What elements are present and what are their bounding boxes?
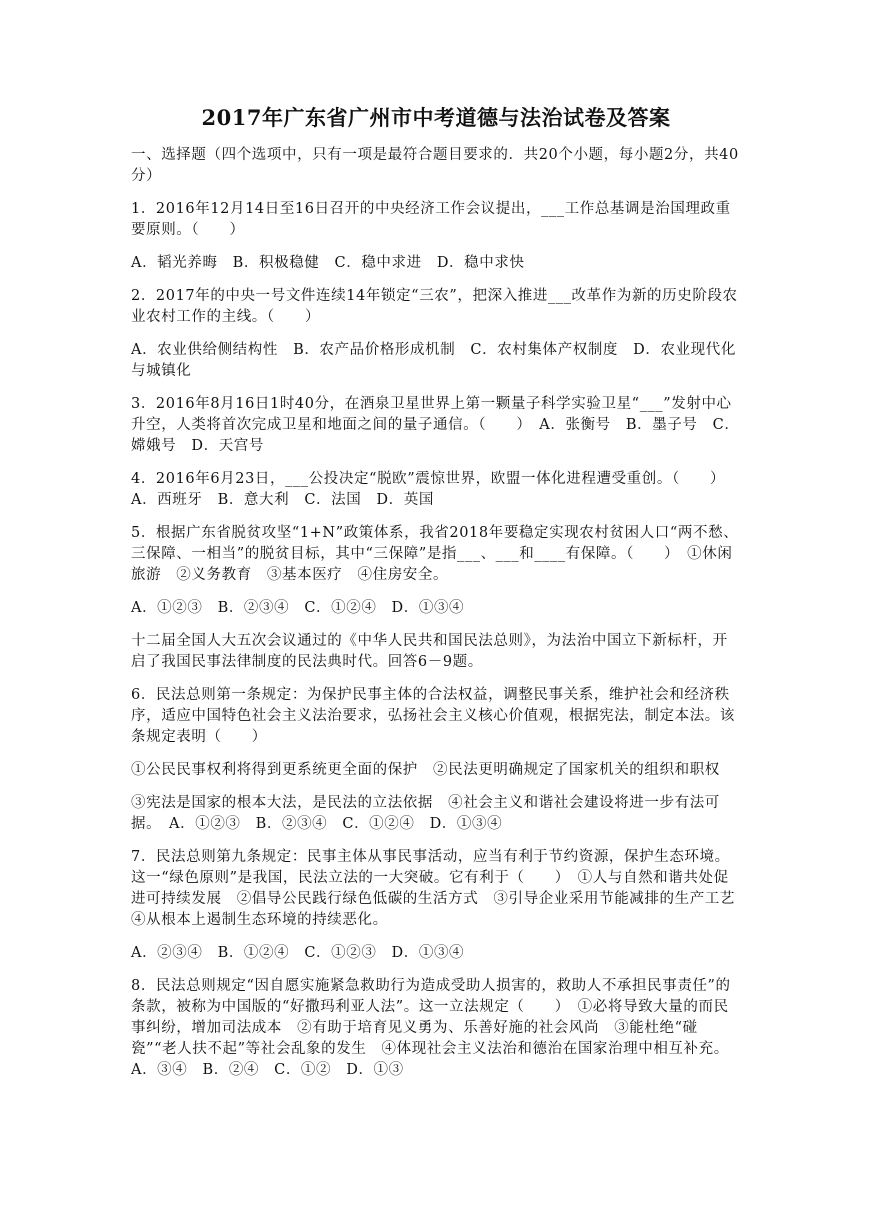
exam-page <box>131 103 751 1093</box>
question-7-options: A．②③④ B．①②④ C．①②③ D．①③④ <box>131 945 465 961</box>
question-6-statements-b: ③宪法是国家的根本大法，是民法的立法依据 ④社会主义和谐社会建设将进一步有法可据。 A．①②③ B．②③④ C．①②④ D．①③④ <box>131 795 720 832</box>
question-2-options: A．农业供给侧结构性 B．农产品价格形成机制 C．农村集体产权制度 D．农业现代化与城镇化 <box>131 342 736 379</box>
question-7: 7．民法总则第九条规定：民事主体从事民事活动，应当有利于节约资源，保护生态环境。这一“绿色原则”是我国，民法立法的一大突破。它有利于（ ） ①人与自然和谐共处促进可持续发展 ②倡导公民践行绿色低碳的生活方式 ③引导企业采用节能减排的生产工艺 ④从根本上遏制生态环境的持续恶化。 <box>131 849 751 928</box>
question-1: 1．2016年12月14日至16日召开的中央经济工作会议提出，___工作总基调是治国理政重要原则。（ ） <box>131 201 731 238</box>
question-2: 2．2017年的中央一号文件连续14年锁定“三农”，把深入推进___改革作为新的历史阶段农业农村工作的主线。（ ） <box>131 288 738 325</box>
section-heading: 一、选择题（四个选项中，只有一项是最符合题目要求的．共20个小题，每小题2分，共40分） <box>131 147 739 184</box>
question-6: 6．民法总则第一条规定：为保护民事主体的合法权益，调整民事关系，维护社会和经济秩序，适应中国特色社会主义法治要求，弘扬社会主义核心价值观，根据宪法，制定本法。该条规定表明（ ） <box>131 687 735 745</box>
question-6-statements-a: ①公民民事权利将得到更系统更全面的保护 ②民法更明确规定了国家机关的组织和职权 <box>131 762 720 778</box>
question-8: 8．民法总则规定“因自愿实施紧急救助行为造成受助人损害的，救助人不承担民事责任”的条款，被称为中国版的“好撒玛利亚人法”。这一立法规定（ ） ①必将导致大量的而民事纠纷，增加司法成本 ②有助于培育见义勇为、乐善好施的社会风尚 ③能杜绝“碰瓷”“老人扶不起”等社会乱象的发生 ④体现社会主义法治和德治在国家治理中相互补充。 A．③④ B．②④ C．①② D．①③ <box>131 978 737 1078</box>
document-title: 2017年广东省广州市中考道德与法治试卷及答案 <box>201 105 671 130</box>
question-5-options: A．①②③ B．②③④ C．①②④ D．①③④ <box>131 600 465 616</box>
question-5: 5．根据广东省脱贫攻坚“1+N”政策体系，我省2018年要稳定实现农村贫困人口“两不愁、三保障、一相当”的脱贫目标，其中“三保障”是指___、___和____有保障。（ ） ①休闲旅游 ②义务教育 ③基本医疗 ④住房安全。 <box>131 525 739 583</box>
question-3: 3．2016年8月16日1时40分，在酒泉卫星世界上第一颗量子科学实验卫星“___”发射中心升空，人类将首次完成卫星和地面之间的量子通信。（ ） A．张衡号 B．墨子号 C．嫦娥号 D．天宫号 <box>131 396 740 454</box>
question-1-options: A．韬光养晦 B．积极稳健 C．稳中求进 D．稳中求快 <box>131 255 525 271</box>
material-intro: 十二届全国人大五次会议通过的《中华人民共和国民法总则》，为法治中国立下新标杆，开启了我国民事法律制度的民法典时代。回答6－9题。 <box>131 633 728 670</box>
question-4: 4．2016年6月23日，___公投决定“脱欧”震惊世界，欧盟一体化进程遭受重创。（ ） A．西班牙 B．意大利 C．法国 D．英国 <box>131 471 733 508</box>
